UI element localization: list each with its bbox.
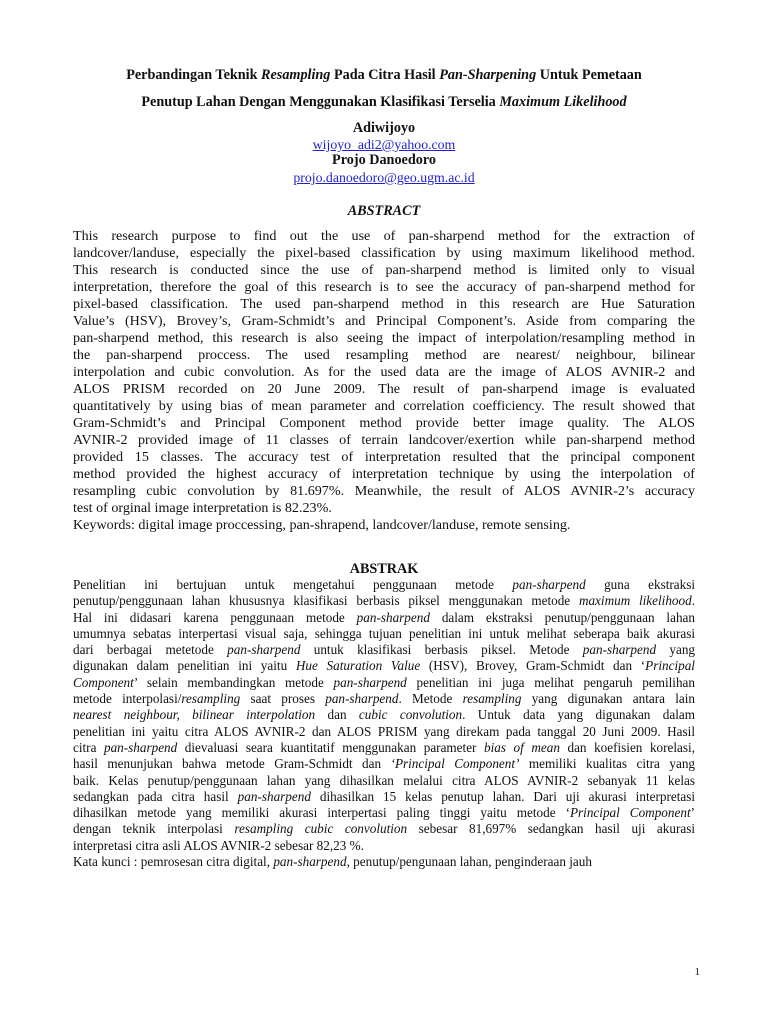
italic-term: maximum likelihood [578, 593, 692, 609]
abstract-line: provided 15 classes. The accuracy test of interpretation resulted that the principal component [73, 449, 695, 465]
keywords: Keywords: digital image proccessing, pan-shrapend, landcover/landuse, remote sensing. [73, 517, 571, 533]
title-italic: Pan-Sharpening [439, 67, 537, 83]
author-email [0, 169, 768, 186]
text-segment: yang [656, 642, 695, 658]
text-segment: Hal ini didasari karena penggunaan metode [73, 609, 357, 625]
italic-term: pan-sharpend [103, 739, 178, 755]
text-segment: untuk klasifikasi berbasis piksel. Metode [300, 642, 583, 658]
text-segment: Kata kunci : pemrosesan citra digital, [73, 854, 274, 870]
text-segment: . Metode [398, 691, 463, 707]
abstrak-line [73, 740, 695, 756]
italic-term: pan-sharpend [333, 674, 407, 690]
abstract-line: landcover/landuse, especially the pixel-based classification by using maximum likelihood method. [73, 245, 695, 261]
text-segment: baik. Kelas penutup/penggunaan lahan yang dihasilkan melalui citra ALOS AVNIR-2 sebanyak 11 kelas [73, 772, 695, 788]
abstrak-line [73, 724, 695, 740]
text-segment: ’ selain membandingkan metode [133, 674, 334, 690]
text-segment: yang digunakan antara lain [521, 691, 695, 707]
abstrak-line [73, 658, 695, 674]
title-italic: Maximum Likelihood [499, 94, 627, 110]
text-segment: umumnya sebatas interpertasi visual saja, sehingga tujuan penelitian ini untuk melihat seberapa baik akurasi [73, 625, 695, 641]
abstract-line: pixel-based classification. The used pan-sharpend method in this research are Hue Saturation [73, 296, 695, 312]
italic-term: pan-sharpend [512, 577, 586, 592]
italic-term: bias of mean [484, 739, 560, 755]
italic-term: Component [73, 674, 134, 690]
text-segment: dari berbagai metetode [73, 642, 228, 658]
abstract-line: test of orginal image interpretation is 82.23%. [73, 500, 332, 516]
text-segment: ’ [690, 805, 695, 821]
text-segment: dan [315, 707, 359, 723]
abstrak-line [73, 789, 695, 805]
italic-term: Principal [645, 658, 695, 674]
text-segment: sedangkan pada citra hasil [73, 788, 238, 804]
abstract-heading: ABSTRACT [347, 203, 421, 219]
author-email [0, 136, 768, 153]
text-segment: digunakan dalam penelitian ini yaitu [73, 658, 296, 674]
abstrak-line [73, 675, 695, 691]
title-text: Perbandingan Teknik [126, 67, 262, 83]
abstract-line: This research purpose to find out the use of pan-sharpend method for the extraction of [73, 228, 695, 244]
title-italic: Resampling [261, 67, 331, 83]
text-segment: dalam ekstraksi penutup/penggunaan lahan [429, 609, 695, 625]
author-email-link[interactable]: wijoyo_adi2@yahoo.com [312, 137, 456, 152]
title-text: Untuk Pemetaan [536, 67, 642, 83]
abstrak-line [73, 756, 695, 772]
abstrak-line [73, 691, 695, 707]
abstrak-line [73, 821, 695, 837]
italic-term: resampling [181, 691, 241, 707]
abstract-line: resampling cubic convolution by 81.697%. Meanwhile, the result of ALOS AVNIR-2’s accuracy [73, 483, 695, 499]
abstract-line: Value’s (HSV), Brovey’s, Gram-Schmidt’s and Principal Component’s. Aside from comparing the [73, 313, 695, 329]
italic-term: Hue Saturation Value [295, 658, 421, 674]
text-segment: . Untuk data yang digunakan dalam [462, 707, 695, 723]
abstrak-line [73, 805, 695, 821]
text-segment: citra [73, 739, 104, 755]
text-segment: sebesar 81,697% sedangkan hasil uji akurasi [407, 821, 695, 837]
text-segment: saat proses [240, 691, 326, 707]
abstract-line: pan-sharpend method, this research is also seeing the impact of interpolation/resampling method in [73, 330, 695, 346]
abstract-line: the pan-sharpend proccess. The used resampling method are nearest/ neighbour, bilinear [73, 347, 695, 363]
abstrak-line [73, 707, 695, 723]
abstract-line: This research is conducted since the use of pan-sharpend method is limited only to visual [73, 262, 695, 278]
italic-term: pan-sharpend [582, 642, 657, 658]
text-segment: dievaluasi seara kuantitatif menggunakan parameter [177, 739, 484, 755]
abstract-line: AVNIR-2 provided image of 11 classes of terrain landcover/exertion while pan-sharpend method [73, 432, 695, 448]
text-segment: Penelitian ini bertujuan untuk mengetahui penggunaan metode [73, 577, 513, 592]
abstract-line: Gram-Schmidt’s and Principal Component method provide better image quality. The ALOS [73, 415, 695, 431]
text-segment: . [691, 593, 695, 609]
italic-term: pan-sharpend [237, 788, 311, 804]
abstrak-heading: ABSTRAK [349, 561, 419, 577]
text-segment: dengan teknik interpolasi [73, 821, 235, 837]
page-number: 1 [694, 966, 700, 978]
abstract-line: quantitatively by using bias of mean parameter and correlation coefficiency. The result showed that [73, 398, 695, 414]
italic-term: Principal Component [569, 805, 691, 821]
text-segment: (HSV), Brovey, Gram-Schmidt dan ‘ [420, 658, 646, 674]
italic-term: pan-sharpend [273, 854, 347, 870]
kata-kunci [73, 854, 695, 870]
italic-term: pan-sharpend [356, 609, 430, 625]
text-segment: dihasilkan metode yang memiliki akurasi interpertasi paling tinggi yaitu metode ‘ [73, 805, 570, 821]
text-segment: penelitian ini juga melihat pengaruh pemilihan [406, 674, 695, 690]
italic-term: cubic convolution [358, 707, 463, 723]
abstrak-body [73, 577, 695, 870]
text-segment: guna ekstraksi [585, 577, 695, 592]
author-name: Adiwijoyo [352, 120, 416, 136]
text-segment: , penutup/pengunaan lahan, penginderaan jauh [346, 854, 592, 870]
italic-term: pan-sharpend [325, 691, 399, 707]
text-segment: dan koefisien korelasi, [559, 739, 695, 755]
text-segment: interpretasi citra asli ALOS AVNIR-2 sebesar 82,23 %. [73, 837, 364, 853]
italic-term: ‘Principal Component’ [390, 756, 520, 772]
abstrak-line [73, 610, 695, 626]
abstrak-line [73, 577, 695, 593]
abstract-line: interpretation, therefore the goal of this research is to see the accuracy of pan-sharpend method for [73, 279, 695, 295]
title-text: Pada Citra Hasil [330, 67, 440, 83]
abstract-line: ALOS PRISM recorded on 20 June 2009. The result of pan-sharpend image is evaluated [73, 381, 695, 397]
text-segment: memiliki kualitas citra yang [519, 756, 695, 772]
italic-term: resampling [462, 691, 522, 707]
text-segment: penelitian ini yaitu citra ALOS AVNIR-2 dan ALOS PRISM yang direkam pada tanggal 20 Juni 2009. Hasil [73, 723, 695, 739]
italic-term: pan-sharpend [227, 642, 301, 658]
abstract-line: interpolation and cubic convolution. As for the used data are the image of ALOS AVNIR-2 and [73, 364, 695, 380]
abstrak-line [73, 593, 695, 609]
abstrak-line [73, 773, 695, 789]
abstrak-line [73, 626, 695, 642]
abstrak-line [73, 838, 695, 854]
abstrak-line [73, 642, 695, 658]
text-segment: metode interpolasi/ [73, 691, 182, 707]
text-segment: hasil menunjukan bahwa metode Gram-Schmidt dan [73, 756, 391, 772]
paper-title-line-1 [60, 67, 708, 84]
italic-term: resampling cubic convolution [234, 821, 408, 837]
author-email-link[interactable]: projo.danoedoro@geo.ugm.ac.id [293, 170, 475, 185]
text-segment: dihasilkan 15 kelas penutup lahan. Dari uji akurasi interpretasi [310, 788, 695, 804]
abstract-body [73, 228, 695, 534]
author-name: Projo Danoedoro [332, 152, 436, 168]
text-segment: penutup/penggunaan lahan khususnya klasifikasi berbasis piksel menggunakan metode [73, 593, 579, 609]
italic-term: nearest neighbour, bilinear interpolation [73, 707, 316, 723]
abstract-line: method provided the highest accuracy of interpretation technique by using the interpolation of [73, 466, 695, 482]
title-text: Penutup Lahan Dengan Menggunakan Klasifikasi Terselia [141, 94, 500, 110]
paper-title-line-2 [60, 94, 708, 111]
